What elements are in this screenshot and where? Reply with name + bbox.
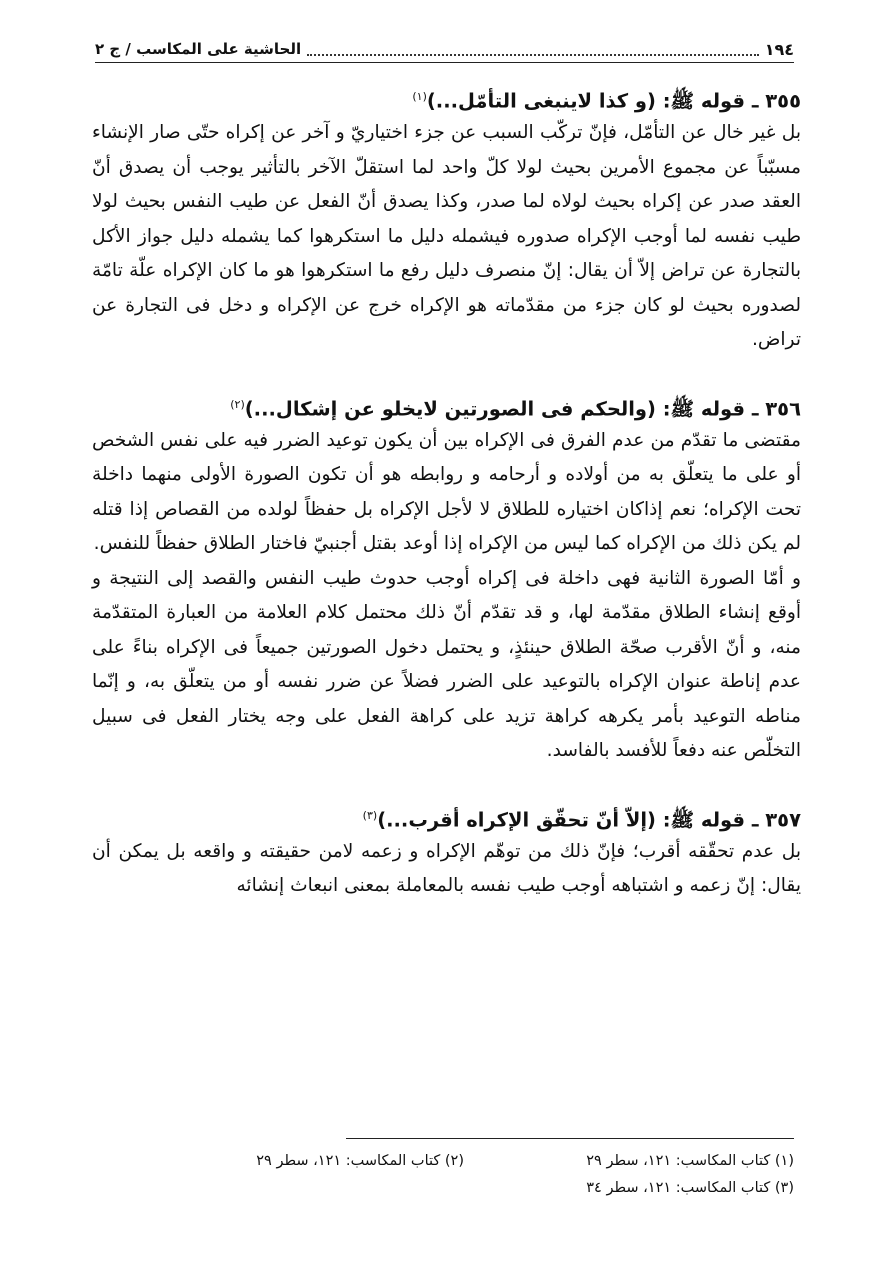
- footnote-separator: [346, 1138, 794, 1139]
- paragraph: مقتضى ما تقدّم من عدم الفرق فى الإكراه بين أن يكون توعيد الضرر فيه على نفس الشخص أو على ما يتعلّق به من أولاده و أرحامه و روابطه هو أن تكون الصورة الأولى منهما داخلة تحت الإكراه؛ نعم إذاكان اختياره للطلاق لا لأجل الإكراه بل حفظاً لولده من القصاص إذا قتله لم يكن ذلك من الإكراه كما ليس من الإكراه إذا أوعد بقتل أجنبيّ فاختار الطلاق حفظاً للنفس.: [92, 429, 801, 554]
- footnote-ref: (٢): [230, 397, 245, 411]
- paragraph: و أمّا الصورة الثانية فهى داخلة فى إكراه أوجب حدوث طيب النفس والقصد إلى النتيجة و أوقع إنشاء الطلاق مقدّمة لها، و قد تقدّم أنّ ذلك محتمل كلام العلامة من العبارة المتقدّمة منه، و أنّ الأقرب صحّة الطلاق حينئذٍ، و يحتمل دخول الصورتين جميعاً فى الإكراه بناءً على عدم إناطة عنوان الإكراه بالتوعيد على الضرر فضلاً عن ضرر نفسه أو من يتعلّق به، و إنّما مناطه التوعيد بأمر يكرهه كراهة تزيد على كراهة الفعل على وجه يختار الفعل فى سبيل التخلّص عنه دفعاً للأفسد بالفاسد.: [92, 567, 801, 761]
- running-title: الحاشية على المكاسب / ج ٢: [95, 40, 302, 58]
- footnote: (٣) كتاب المكاسب: ١٢١، سطر ٣٤: [586, 1180, 794, 1196]
- footnote: (٢) كتاب المكاسب: ١٢١، سطر ٢٩: [256, 1153, 464, 1169]
- footnote-ref: (٣): [362, 808, 378, 822]
- page-number: ١٩٤: [764, 39, 794, 59]
- header-dot-leader: [307, 42, 759, 56]
- footnote-ref: (١): [412, 90, 427, 103]
- section-heading-357: ٣٥٧ ـ قوله ﷺ: (إلاّ أنّ تحقّق الإكراه أقرب...)$^{(٣)}$: [362, 808, 801, 831]
- section-heading-356: ٣٥٦ ـ قوله ﷺ: (والحكم فى الصورتين لايخلو عن إشكال...)$^{(٢)}$: [230, 397, 801, 420]
- header-rule: [95, 62, 794, 63]
- page-body: [92, 80, 801, 904]
- paragraph: بل عدم تحقّقه أقرب؛ فإنّ ذلك من توهّم الإكراه و زعمه لامن حقيقته و واقعه بل يمكن أن يقال: إنّ زعمه و اشتباهه أوجب طيب نفسه بالمعاملة بمعنى انبعاث إنشائه: [92, 840, 801, 896]
- section-heading-355: ٣٥٥ ـ قوله ﷺ: (و كذا لاينبغى التأمّل...)$^{(١)}$: [412, 89, 801, 113]
- page-header: [95, 36, 794, 62]
- paragraph: بل غير خال عن التأمّل، فإنّ تركّب السبب عن جزء اختياريّ و آخر عن إكراه حتّى صار الإنشاء مسبّباً عن مجموع الأمرين بحيث لولا كلّ واحد لما استقلّ الآخر بالتأثير يوجب أن يصدق أنّ العقد صدر عن إكراه بحيث لولاه لما صدر، وكذا يصدق أنّ الفعل عن طيب النفس بحيث لولا طيب نفسه لما أوجب الإكراه صدوره فيشمله دليل ما استكرهوا كما يشمله دليل جواز الأكل بالتجارة عن تراض إلاّ أن يقال: إنّ منصرف دليل رفع ما استكرهوا هو ما كان الإكراه علّة تامّة لصدوره بحيث لو كان جزء من مقدّماته هو الإكراه خرج عن الإكراه و دخل فى التجارة عن تراض.: [92, 122, 801, 350]
- footnotes: [94, 1148, 794, 1202]
- footnote: (١) كتاب المكاسب: ١٢١، سطر ٢٩: [586, 1153, 794, 1169]
